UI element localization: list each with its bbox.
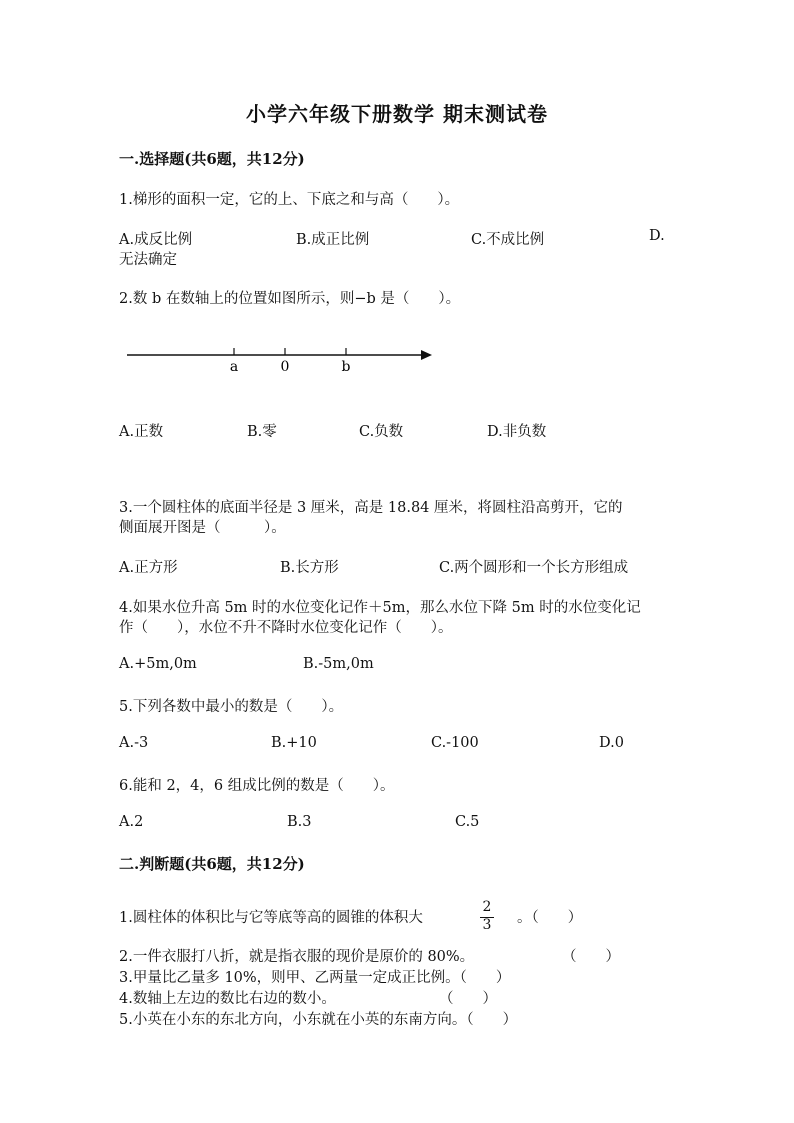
judgement-1-blank: 。（ ） <box>517 910 583 926</box>
question-3-line-1: 3.一个圆柱体的底面半径是 3 厘米，高是 18.84 厘米，将圆柱沿高剪开，它的 <box>119 500 623 516</box>
q1-option-a: A.成反比例 <box>119 232 193 248</box>
q3-option-c: C.两个圆形和一个长方形组成 <box>439 560 629 576</box>
question-4-line-2: 作（ ），水位不升不降时水位变化记作（ ）。 <box>119 620 453 636</box>
judgement-4-blank: （ ） <box>439 991 497 1007</box>
q1-option-d-text: 无法确定 <box>119 252 177 268</box>
q3-option-b: B.长方形 <box>280 560 339 576</box>
q5-option-d: D.0 <box>599 735 624 751</box>
judgement-2-blank: （ ） <box>562 949 620 965</box>
q3-option-a: A.正方形 <box>119 560 178 576</box>
number-line-arrow <box>421 350 432 360</box>
fraction-denominator: 3 <box>482 917 492 933</box>
question-1: 1.梯形的面积一定，它的上、下底之和与高（ ）。 <box>119 192 460 208</box>
section-heading-judgement: 二.判断题(共6题，共12分) <box>119 855 305 873</box>
q2-option-a: A.正数 <box>119 424 164 440</box>
q5-option-c: C.-100 <box>431 735 479 751</box>
question-5: 5.下列各数中最小的数是（ ）。 <box>119 699 344 715</box>
question-6: 6.能和 2，4，6 组成比例的数是（ ）。 <box>119 778 395 794</box>
label-a: a <box>229 359 239 375</box>
q2-option-b: B.零 <box>247 424 277 440</box>
fraction-numerator: 2 <box>482 899 492 915</box>
q4-option-b: B.-5m,0m <box>303 656 374 672</box>
q6-option-b: B.3 <box>287 814 312 830</box>
q2-option-c: C.负数 <box>359 424 404 440</box>
judgement-3: 3.甲量比乙量多 10%，则甲、乙两量一定成正比例。（ ） <box>119 970 511 986</box>
q5-option-b: B.+10 <box>271 735 317 751</box>
q1-option-c: C.不成比例 <box>471 232 545 248</box>
judgement-1: 1.圆柱体的体积比与它等底等高的圆锥的体积大 <box>119 910 423 926</box>
q2-option-d: D.非负数 <box>487 424 547 440</box>
q4-option-a: A.+5m,0m <box>119 656 197 672</box>
page-title: 小学六年级下册数学 期末测试卷 <box>246 102 548 126</box>
question-4-line-1: 4.如果水位升高 5m 时的水位变化记作＋5m，那么水位下降 5m 时的水位变化记 <box>119 600 641 616</box>
judgement-5: 5.小英在小东的东北方向，小东就在小英的东南方向。（ ） <box>119 1012 518 1028</box>
q1-option-b: B.成正比例 <box>296 232 370 248</box>
q6-option-a: A.2 <box>119 814 144 830</box>
label-zero: 0 <box>280 359 290 375</box>
judgement-2: 2.一件衣服打八折，就是指衣服的现价是原价的 80%。 <box>119 949 475 965</box>
label-b: b <box>341 359 351 375</box>
number-line-figure <box>120 340 440 380</box>
q6-option-c: C.5 <box>455 814 480 830</box>
section-heading-choice: 一.选择题(共6题，共12分) <box>119 150 305 168</box>
q5-option-a: A.-3 <box>119 735 149 751</box>
q1-option-d: D. <box>649 228 665 244</box>
question-3-line-2: 侧面展开图是（ ）。 <box>119 520 286 536</box>
judgement-4: 4.数轴上左边的数比右边的数小。 <box>119 991 336 1007</box>
question-2: 2.数 b 在数轴上的位置如图所示，则−b 是（ ）。 <box>119 291 461 307</box>
